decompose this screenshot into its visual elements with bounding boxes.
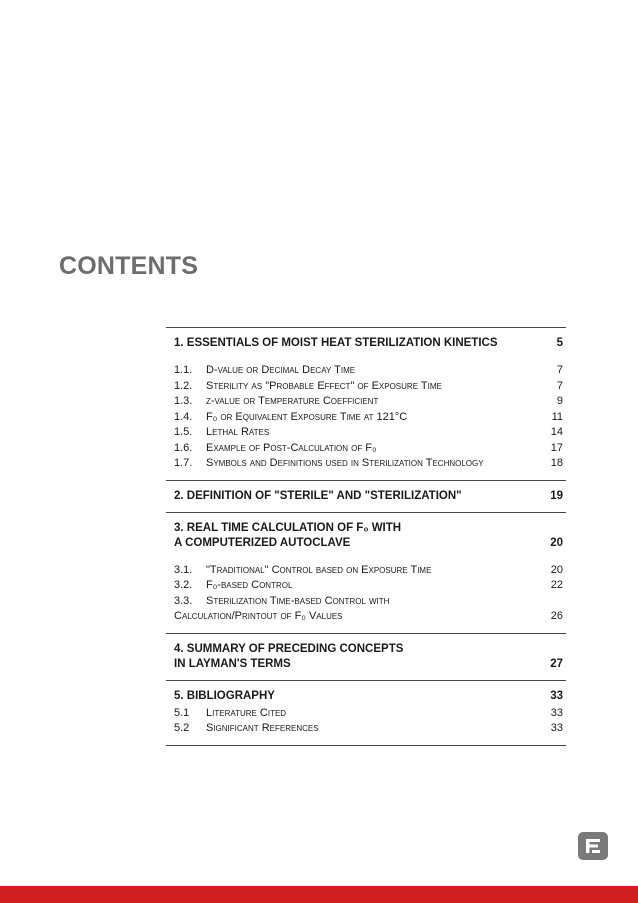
toc-section-label-line-2: IN LAYMAN'S TERMS: [174, 657, 291, 670]
toc-page-number: 5: [556, 337, 563, 349]
toc-page-number: 22: [550, 579, 563, 591]
toc-subsection-label: Sterility as "Probable Effect" of Exposure Time: [206, 379, 442, 392]
toc-subsection-number: 5.2: [174, 722, 190, 734]
toc-subsection[interactable]: [174, 410, 563, 426]
toc-subsection-label: Literature Cited: [206, 706, 287, 719]
toc-subsection-number: 3.1.: [174, 563, 193, 576]
toc-subsection-number: 1.4.: [174, 410, 193, 423]
toc-subsection-list: [174, 563, 563, 625]
toc-subsection-row: [174, 609, 563, 625]
toc-section-label: 1. ESSENTIALS OF MOIST HEAT STERILIZATION KINETICS: [174, 337, 498, 349]
toc-subsection-row: [174, 594, 563, 610]
toc-section-label: [174, 642, 543, 672]
toc-section-1: [166, 327, 566, 480]
toc-subsection[interactable]: [174, 594, 563, 625]
toc-subsection-number: 1.2.: [174, 379, 193, 392]
toc-subsection[interactable]: [174, 578, 563, 594]
toc-subsection-number: 1.7.: [174, 457, 193, 469]
toc-section-label: 2. DEFINITION OF "STERILE" AND "STERILIZATION": [174, 489, 462, 502]
toc-section-title[interactable]: [174, 489, 563, 504]
toc-subsection-label: F₀-based Control: [206, 579, 293, 591]
page-title: CONTENTS: [59, 252, 199, 280]
toc-subsection[interactable]: [174, 441, 563, 457]
toc-page-number: 20: [550, 563, 563, 576]
toc-subsection[interactable]: [174, 706, 563, 722]
toc-subsection-number: 3.3.: [174, 594, 193, 607]
toc-page-number: 27: [550, 657, 563, 670]
toc-page-number: 18: [550, 457, 563, 469]
toc-subsection[interactable]: [174, 394, 563, 410]
toc-page-number: 33: [550, 689, 563, 702]
toc-page-number: 7: [556, 379, 563, 392]
toc-subsection-label: z-value or Temperature Coefficient: [206, 395, 379, 407]
toc-section-title[interactable]: [174, 642, 563, 672]
toc-subsection-label: Sterilization Time-based Control with: [206, 594, 390, 607]
toc-subsection-list: [174, 706, 563, 737]
toc-section-title[interactable]: [174, 336, 563, 351]
toc-page-number: 20: [550, 536, 563, 549]
toc-subsection[interactable]: [174, 363, 563, 379]
toc-page-number: 26: [550, 610, 563, 622]
toc-subsection-label: Example of Post-Calculation of F₀: [206, 441, 377, 454]
toc-page-number: 14: [550, 426, 563, 438]
toc-section-label-line-1: 4. SUMMARY OF PRECEDING CONCEPTS: [174, 642, 404, 655]
toc-subsection-number: 1.3.: [174, 395, 193, 407]
toc-subsection-label: "Traditional" Control based on Exposure Time: [206, 563, 432, 576]
toc-section-label-line-2: A COMPUTERIZED AUTOCLAVE: [174, 536, 351, 549]
toc-subsection-number: 1.6.: [174, 441, 193, 454]
table-of-contents: [166, 327, 566, 746]
toc-subsection-label: Symbols and Definitions used in Sterilization Technology: [206, 457, 484, 469]
toc-subsection-label: Significant References: [206, 722, 319, 734]
toc-subsection-number: 3.2.: [174, 579, 193, 591]
toc-page-number: 17: [550, 441, 563, 454]
toc-subsection[interactable]: [174, 425, 563, 441]
toc-section-label-line-1: 3. REAL TIME CALCULATION OF F₀ WITH: [174, 521, 402, 534]
toc-subsection-list: [174, 363, 563, 472]
toc-subsection-number: 1.5.: [174, 426, 193, 438]
toc-section-4: [166, 633, 566, 680]
toc-page-number: 33: [550, 722, 563, 734]
toc-section-label: [174, 521, 543, 551]
toc-page-number: 7: [556, 364, 563, 376]
toc-subsection-label: F₀ or Equivalent Exposure Time at 121°C: [206, 410, 408, 423]
toc-section-3: [166, 512, 566, 633]
footer-bar: [0, 886, 638, 903]
toc-page-number: 9: [556, 395, 563, 407]
toc-section-2: [166, 480, 566, 512]
toc-page-number: 19: [550, 489, 563, 502]
toc-subsection-label: Lethal Rates: [206, 426, 270, 438]
toc-subsection[interactable]: [174, 721, 563, 737]
toc-page-number: 11: [551, 410, 563, 423]
toc-subsection-number: 1.1.: [174, 364, 193, 376]
toc-section-5: [166, 680, 566, 746]
toc-section-title[interactable]: [174, 521, 563, 551]
toc-subsection-number: 5.1: [174, 706, 190, 719]
toc-subsection-label-continued: Calculation/Printout of F₀ Values: [174, 610, 343, 622]
toc-section-label: 5. BIBLIOGRAPHY: [174, 689, 275, 702]
toc-section-title[interactable]: [174, 689, 563, 704]
toc-page-number: 33: [550, 706, 563, 719]
toc-subsection[interactable]: [174, 456, 563, 472]
company-logo-icon: [578, 832, 608, 860]
toc-subsection-label: D-value or Decimal Decay Time: [206, 364, 356, 376]
toc-subsection[interactable]: [174, 563, 563, 579]
toc-subsection[interactable]: [174, 379, 563, 395]
